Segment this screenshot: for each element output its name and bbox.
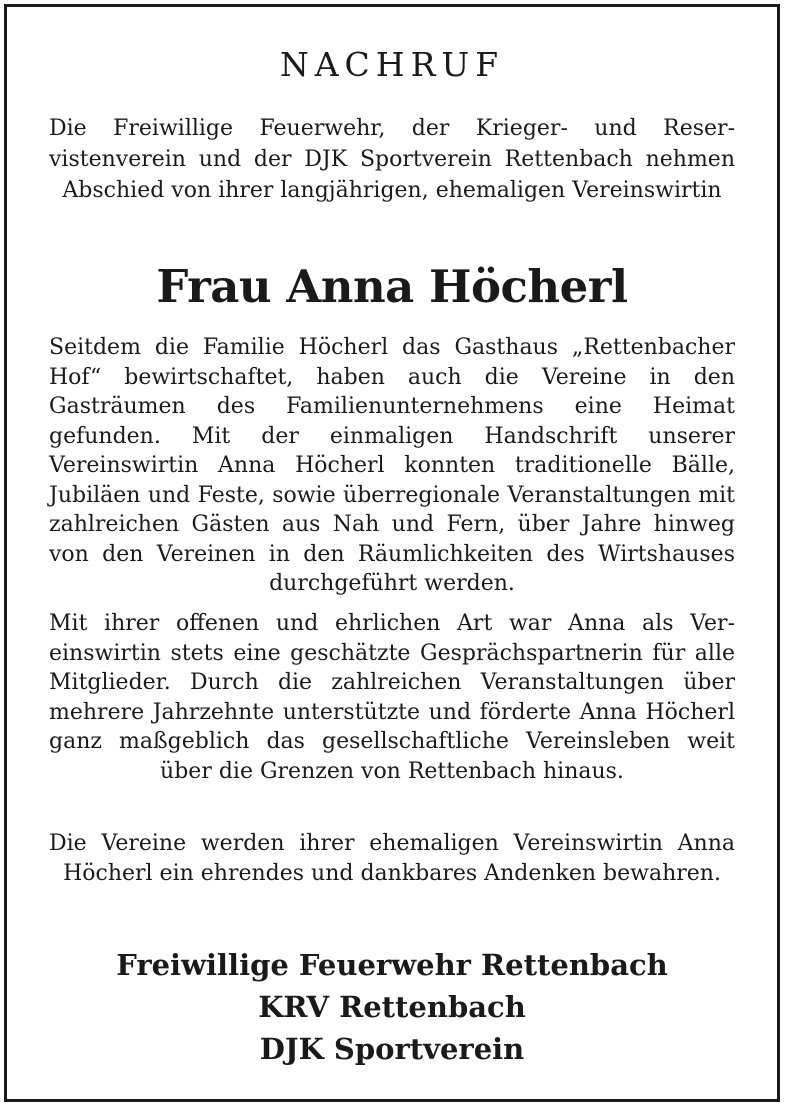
intro-text: Die Freiwillige Feuerwehr, der Krieger- und Reservistenverein und der DJK Sportverein Rettenbach nehmen Abschied von ihrer langjährigen, ehemaligen Vereinswirtin <box>49 116 735 203</box>
signature-krv: KRV Rettenbach <box>258 990 526 1024</box>
deceased-name: Frau Anna Höcherl <box>156 260 628 313</box>
body-paragraph-1: Seitdem die Familie Höcherl das Gasthaus „Rettenbacher Hof“ bewirtschaftet, haben auch die Vereine in den Gasträumen des Familienunternehmens eine Heimat gefunden. Mit der einmaligen Handschrift unserer Vereinswirtin Anna Höcherl konnten traditionelle Bälle, Jubiläen und Feste, sowie überregionale Veranstaltungen mit zahlreichen Gästen aus Nah und Fern, über Jahre hinweg von den Vereinen in den Räumlichkeiten des Wirtshauses durchgeführt werden. <box>49 335 735 596</box>
signature-djk: DJK Sportverein <box>259 1032 525 1066</box>
obituary-notice <box>4 4 780 1102</box>
notice-heading: NACHRUF <box>279 45 505 84</box>
body-paragraph-3: Die Vereine werden ihrer ehemaligen Vereinswirtin Anna Höcherl ein ehrendes und dankbares Andenken bewahren. <box>49 831 735 886</box>
body-paragraph-2: Mit ihrer offenen und ehrlichen Art war Anna als Vereinswirtin stets eine geschätzte Gesprächspartnerin für alle Mitglieder. Durch die zahlreichen Veranstaltungen über mehrere Jahrzehnte unterstützte und förderte Anna Höcherl ganz maßgeblich das gesellschaftliche Vereinsleben weit über die Grenzen von Rettenbach hinaus. <box>49 611 735 784</box>
signature-fire-brigade: Freiwillige Feuerwehr Rettenbach <box>116 948 668 982</box>
